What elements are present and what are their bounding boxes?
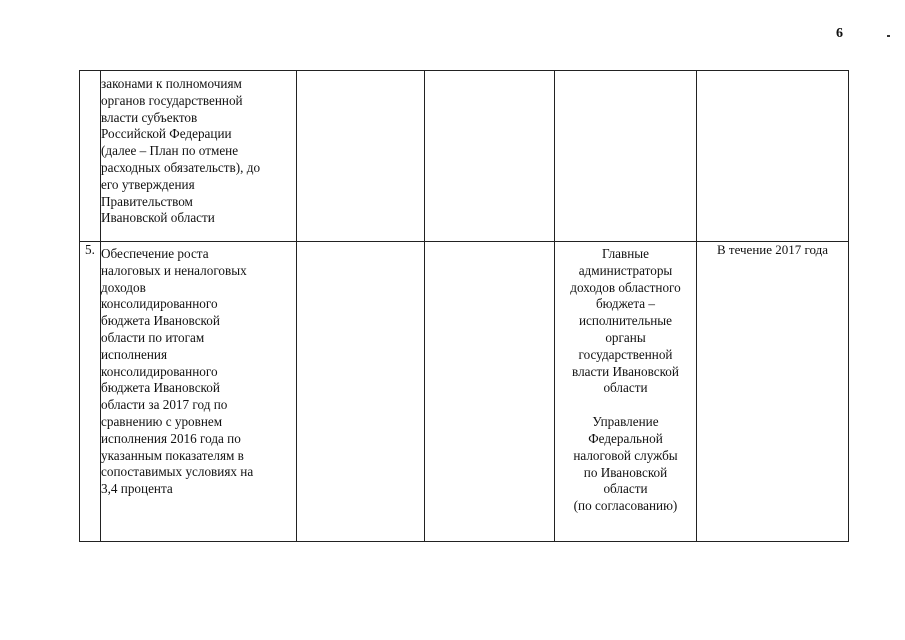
- description-line: законами к полномочиям: [101, 76, 242, 91]
- responsible-cell: [555, 71, 697, 242]
- responsible-line: (по согласованию): [573, 498, 678, 514]
- responsible-line: Федеральной: [588, 430, 663, 446]
- responsible-line: области: [603, 380, 648, 396]
- paragraph-gap: [555, 397, 696, 414]
- responsible-line: власти Ивановской: [572, 363, 679, 379]
- empty-cell: [297, 242, 425, 542]
- empty-cell: [425, 242, 555, 542]
- row-number: 5.: [85, 242, 95, 257]
- description-line: расходных обязательств), до: [101, 159, 261, 175]
- empty-cell: [297, 71, 425, 242]
- responsible-cell: [555, 242, 697, 542]
- description-line: Правительством: [101, 193, 193, 209]
- description-line: доходов: [101, 279, 146, 295]
- description-line: 3,4 процента: [101, 481, 173, 497]
- table-row: [80, 71, 849, 242]
- description-cell: [101, 71, 297, 242]
- description-line: власти субъектов: [101, 109, 198, 125]
- description-line: налоговых и неналоговых: [101, 262, 247, 278]
- responsible-line: органы: [605, 329, 646, 345]
- responsible-line: Управление: [592, 414, 659, 430]
- description-line: консолидированного: [101, 296, 218, 312]
- empty-cell: [425, 71, 555, 242]
- responsible-line: исполнительные: [578, 313, 673, 329]
- deadline-cell: [697, 242, 849, 542]
- deadline-cell: [697, 71, 849, 242]
- description-line: сопоставимых условиях на: [101, 464, 254, 480]
- description-line: (далее – План по отмене: [101, 143, 239, 159]
- description-line: консолидированного: [101, 363, 218, 379]
- scan-speck: [887, 35, 890, 37]
- responsible-line: Главные: [601, 246, 650, 261]
- row-number-cell: [80, 71, 101, 242]
- responsible-line: администраторы: [578, 262, 673, 278]
- responsible-line: доходов областного: [570, 279, 681, 295]
- deadline-text: В течение 2017 года: [716, 242, 829, 257]
- description-cell: [101, 242, 297, 542]
- responsible-line: области: [603, 481, 648, 497]
- description-line: Обеспечение роста: [101, 246, 209, 261]
- description-line: области за 2017 год по: [101, 397, 228, 413]
- responsible-line: бюджета –: [595, 296, 656, 312]
- description-line: исполнения 2016 года по: [101, 430, 241, 446]
- description-line: органов государственной: [101, 92, 243, 108]
- description-line: Российской Федерации: [101, 126, 232, 142]
- description-line: бюджета Ивановской: [101, 313, 220, 329]
- description-line: указанным показателям в: [101, 447, 244, 463]
- responsible-line: государственной: [578, 346, 673, 362]
- description-line: исполнения: [101, 346, 168, 362]
- plan-table: [79, 70, 849, 542]
- description-line: бюджета Ивановской: [101, 380, 220, 396]
- description-line: его утверждения: [101, 176, 195, 192]
- row-number-cell: [80, 242, 101, 542]
- description-line: сравнению с уровнем: [101, 413, 223, 429]
- responsible-line: налоговой службы: [573, 447, 678, 463]
- responsible-line: по Ивановской: [583, 464, 668, 480]
- page-number: 6: [836, 26, 843, 41]
- description-line: Ивановской области: [101, 210, 215, 226]
- description-line: области по итогам: [101, 329, 205, 345]
- table-row: [80, 242, 849, 542]
